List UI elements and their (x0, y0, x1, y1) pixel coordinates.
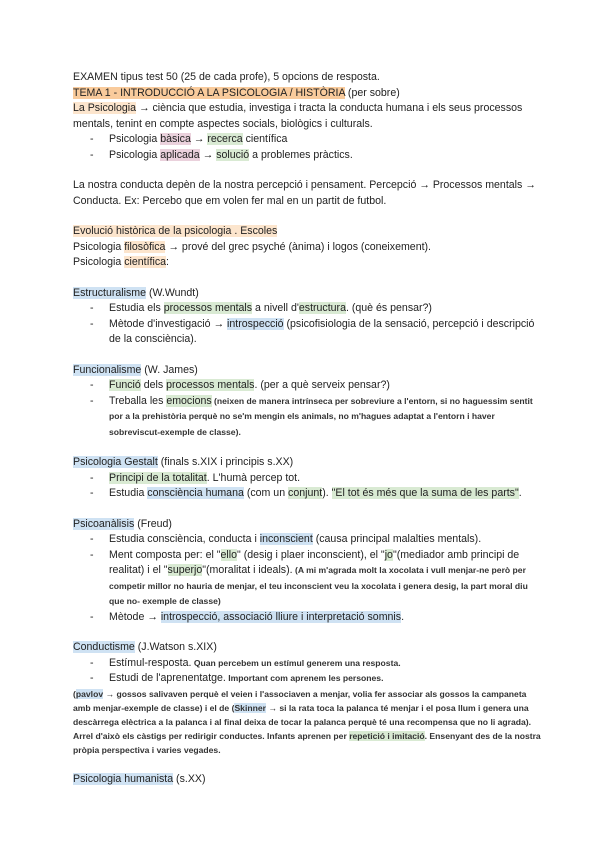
text: → prové del grec psyché (ànima) i logos (coneixement). (165, 240, 432, 253)
definition-text: → ciència que estudia, investiga i tracta la conducta humana i els seus processos mentals, tenint en compte aspectes socials, biològics i culturals. (73, 102, 523, 130)
highlight-basica: bàsica (160, 133, 191, 145)
list-item (73, 132, 543, 148)
author: (Freud) (134, 517, 172, 530)
evolucio-heading: Evolució històrica de la psicologia . Escoles (73, 225, 278, 237)
highlight: introspecció (227, 317, 284, 330)
funcionalisme-bullets (73, 378, 543, 440)
list-item (73, 671, 543, 687)
author: (W. James) (141, 363, 198, 376)
highlight-recerca: recerca (207, 133, 243, 145)
definition-term: La Psicologia (73, 102, 137, 114)
text: → si la rata toca la palanca té menjar i el posa llum i genera una descàrrega elèctrica a la palanca i al final deixa de tocar la palanca perquè té una recompensa que no li agrada). Arrel d'això els càstigs per redirigir conductes. Infants aprenen per (73, 702, 532, 741)
author: (J.Watson s.XIX) (134, 641, 217, 653)
text: Estímul-resposta. (109, 656, 192, 669)
psicologia-definition (73, 101, 543, 132)
list-item (73, 317, 543, 348)
tema1-heading: TEMA 1 - INTRODUCCIÓ A LA PSICOLOGIA / HISTÒRIA (73, 86, 345, 99)
list-item (73, 656, 543, 672)
text: Estudia consciència, conducta i (109, 533, 260, 545)
text: . Ensenyant des de la nostra pròpia perspectiva i varies vegades. (73, 730, 541, 755)
text: Treballa les (109, 394, 167, 407)
funcionalisme-heading-line (73, 363, 543, 379)
text: → (199, 148, 217, 161)
note: Quan percebem un estímul generem una resposta. (191, 657, 401, 668)
text: (com un (243, 487, 289, 499)
highlight-filosofica: filosòfica (124, 240, 166, 253)
text: (psicofisiologia de la sensació, percepció i descripció de la consciència). (109, 317, 535, 345)
conductisme-bullets (73, 656, 543, 687)
note: (A mi m'agrada molt la xocolata i vull menjar-ne però per competir millor no hauria de menjar, el teu inconscient veu la xocolata i genera desig, la part moral diu que no- exemple de classe) (109, 565, 528, 606)
list-item (73, 394, 543, 441)
list-item (73, 301, 543, 317)
text: "(moralitat i ideals). (202, 564, 293, 576)
highlight-aplicada: aplicada (160, 148, 200, 161)
text: científica (242, 133, 288, 145)
text: ). (322, 487, 332, 499)
highlight-jo: jo (384, 548, 393, 561)
text: Mètode d'investigació → (109, 317, 228, 330)
list-item (73, 148, 543, 164)
list-item (73, 610, 543, 626)
conductisme-heading: Conductisme (73, 641, 135, 653)
highlight: consciència humana (147, 487, 244, 499)
author: (W.Wundt) (146, 286, 199, 299)
estructuralisme-heading-line (73, 286, 543, 302)
highlight-skinner: Skinner (234, 702, 266, 713)
list-item (73, 486, 543, 502)
highlight-cientifica: científica (124, 256, 167, 268)
highlight-ello: ello (220, 548, 238, 561)
estructuralisme-heading: Estructuralisme (73, 286, 146, 299)
gestalt-heading-line (73, 455, 543, 471)
conductisme-examples (73, 687, 543, 757)
text: Mètode → (109, 610, 161, 623)
exam-info: EXAMEN tipus test 50 (25 de cada profe), 5 opcions de resposta. (73, 71, 380, 83)
text: . (per a què serveix pensar?) (254, 379, 390, 391)
psicoanalisi-heading: Psicoanàlisis (73, 517, 135, 530)
estructuralisme-bullets (73, 301, 543, 348)
humanista-heading-line (73, 772, 543, 788)
list-item (73, 378, 543, 394)
text: Estudia els (109, 302, 164, 314)
conductisme-heading-line (73, 640, 543, 656)
psicoanalisi-bullets (73, 532, 543, 625)
document-page (73, 70, 543, 787)
conducta-paragraph: La nostra conducta depèn de la nostra percepció i pensament. Percepció → Processos mentals → Conducta. Ex: Percebo que em volen fer mal en un partit de futbol. (73, 179, 536, 207)
tema1-heading-line (73, 86, 543, 102)
cientifica-line (73, 255, 543, 271)
funcionalisme-heading: Funcionalisme (73, 363, 142, 376)
text: a nivell d' (252, 302, 299, 314)
text: a problemes pràctics. (249, 148, 353, 161)
text: "(mediador amb principi de realitat) i el " (109, 548, 520, 576)
highlight: estructura (298, 302, 346, 314)
highlight-repeticio: repetició i imitació (349, 730, 425, 741)
note: (neixen de manera intrínseca per sobreviure a l'entorn, si no haguessim sentit por a la prehistòria perquè no se'm mengin els animals, no m'hagues adaptat a l'entorn i haver sobreviscut-exemple de classe). (109, 395, 533, 437)
highlight: Principi de la totalitat (109, 471, 207, 484)
highlight: Funció (109, 379, 141, 391)
highlight: processos mentals (166, 379, 255, 391)
text: . (401, 610, 405, 623)
text: → (190, 133, 208, 145)
text: ( (73, 688, 76, 699)
filosofica-line (73, 240, 543, 256)
highlight: inconscient (259, 533, 313, 545)
text: Ment composta per: el " (109, 548, 221, 561)
text: . (518, 487, 522, 499)
text: Psicologia (109, 133, 161, 145)
evolucio-heading-line (73, 224, 543, 240)
highlight: processos mentals (163, 302, 253, 314)
highlight-superjo: superjo (167, 564, 203, 576)
highlight: emocions (166, 394, 212, 407)
text: . (què és pensar?) (345, 302, 432, 314)
author: (finals s.XIX i principis s.XX) (157, 456, 294, 468)
tema1-heading-suffix: (per sobre) (344, 86, 400, 99)
psicoanalisi-heading-line (73, 517, 543, 533)
text: → gossos salivaven perquè el veien i l'associaven a menjar, volia fer associar als gossos la campaneta amb menjar-exemple de classe) i el de ( (73, 688, 527, 713)
text: . L'humà percep tot. (206, 471, 301, 484)
list-item (73, 548, 543, 610)
tema1-bullets (73, 132, 543, 163)
note: Important com aprenem les persones. (225, 673, 384, 683)
text: Psicologia (109, 148, 161, 161)
text: " (desig i plaer inconscient), el " (237, 548, 385, 561)
highlight-solucio: solució (216, 148, 250, 161)
highlight-pavlov: pavlov (75, 688, 104, 699)
author: (s.XX) (173, 772, 206, 785)
list-item (73, 471, 543, 487)
text: Psicologia (73, 256, 125, 268)
list-item (73, 532, 543, 548)
highlight: introspecció, associació lliure i interpretació somnis (160, 610, 402, 623)
gestalt-heading: Psicologia Gestalt (73, 456, 158, 468)
gestalt-bullets (73, 471, 543, 502)
highlight: "El tot és més que la suma de les parts" (331, 487, 519, 499)
text: : (166, 256, 169, 268)
text: dels (140, 379, 167, 391)
humanista-heading: Psicologia humanista (73, 772, 174, 785)
text: Estudia (109, 487, 148, 499)
text: Psicologia (73, 240, 125, 253)
text: Estudi de l'aprenentatge. (109, 672, 226, 684)
highlight: conjunt (288, 487, 323, 499)
text: (causa principal malalties mentals). (312, 533, 482, 545)
